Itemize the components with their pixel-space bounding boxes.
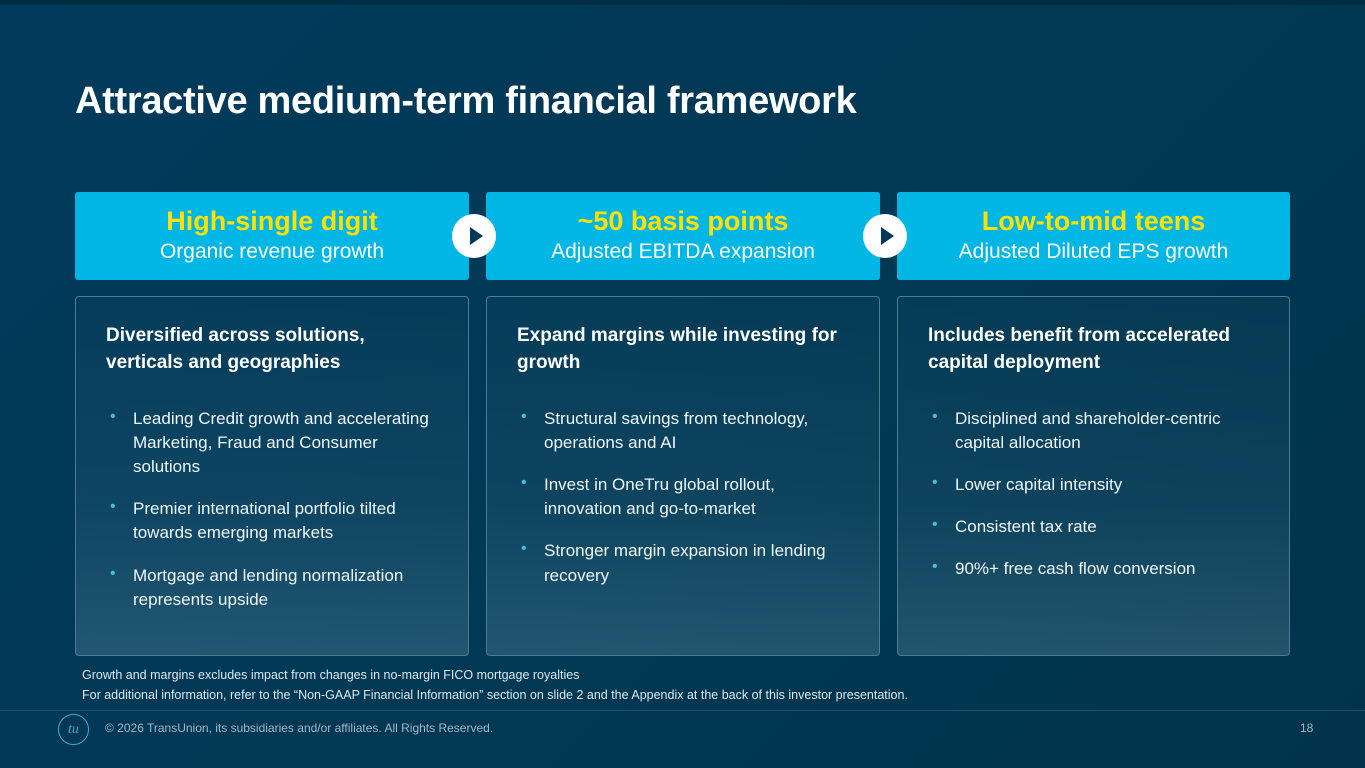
metric-label-3: Adjusted Diluted EPS growth <box>958 240 1229 264</box>
list-item: • Lower capital intensity <box>928 473 1261 497</box>
list-item: • Consistent tax rate <box>928 515 1261 539</box>
metric-header-1 <box>75 192 469 280</box>
card-bullets-2 <box>517 407 851 588</box>
card-title-3: Includes benefit from accelerated capital deployment <box>928 325 1230 373</box>
copyright-text: © 2026 TransUnion, its subsidiaries and/or affiliates. All Rights Reserved. <box>105 721 494 735</box>
page-title: Attractive medium-term financial framework <box>75 80 857 122</box>
footnotes <box>82 665 908 705</box>
metric-value-3: Low-to-mid teens <box>981 206 1206 237</box>
arrow-right-icon <box>863 214 907 258</box>
transunion-logo-icon: tu <box>58 714 89 745</box>
card-title-1: Diversified across solutions, verticals and geographies <box>106 325 365 373</box>
detail-card-1 <box>75 296 469 656</box>
arrow-right-icon <box>452 214 496 258</box>
detail-card-3 <box>897 296 1290 656</box>
metric-header-row <box>75 192 1290 280</box>
metric-value-1: High-single digit <box>166 206 378 237</box>
top-divider <box>0 0 1365 5</box>
footnote-2: For additional information, refer to the “Non-GAAP Financial Information” section on slide 2 and the Appendix at the back of this investor presentation. <box>82 688 908 702</box>
metric-header-3 <box>897 192 1290 280</box>
metric-value-2: ~50 basis points <box>577 206 789 237</box>
list-item: • Stronger margin expansion in lending recovery <box>517 539 851 587</box>
metric-label-1: Organic revenue growth <box>159 240 385 264</box>
detail-card-row <box>75 296 1290 656</box>
card-bullets-1 <box>106 407 440 612</box>
footnote-1: Growth and margins excludes impact from changes in no-margin FICO mortgage royalties <box>82 668 580 682</box>
list-item: • 90%+ free cash flow conversion <box>928 557 1261 581</box>
card-bullets-3 <box>928 407 1261 582</box>
list-item: • Disciplined and shareholder-centric capital allocation <box>928 407 1261 455</box>
list-item: • Premier international portfolio tilted towards emerging markets <box>106 497 440 545</box>
card-title-2: Expand margins while investing for growth <box>517 325 837 373</box>
metric-label-2: Adjusted EBITDA expansion <box>551 240 815 264</box>
list-item: • Structural savings from technology, operations and AI <box>517 407 851 455</box>
list-item: • Invest in OneTru global rollout, innovation and go-to-market <box>517 473 851 521</box>
footer-divider <box>0 710 1365 711</box>
list-item: • Leading Credit growth and accelerating Marketing, Fraud and Consumer solutions <box>106 407 440 479</box>
list-item: • Mortgage and lending normalization represents upside <box>106 564 440 612</box>
metric-header-2 <box>486 192 880 280</box>
page-number: 18 <box>1300 721 1314 735</box>
detail-card-2 <box>486 296 880 656</box>
